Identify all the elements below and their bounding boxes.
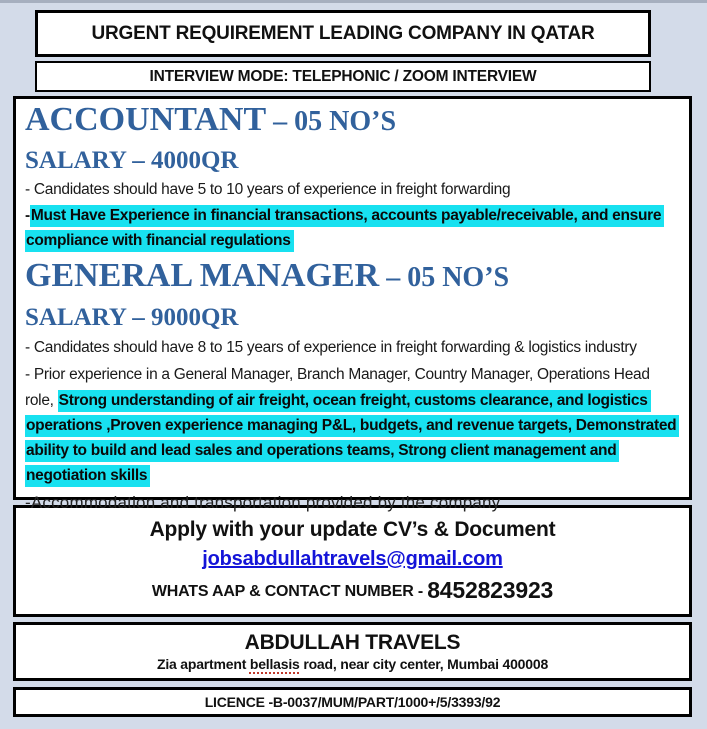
general-manager-requirement-1: - Candidates should have 8 to 15 years of experience in freight forwarding & logistics industry — [25, 339, 637, 356]
highlight-prefix-role: role, — [25, 392, 58, 409]
general-manager-highlight-line-2 — [25, 413, 680, 438]
interview-mode-box — [35, 61, 651, 92]
accountant-highlight-text-2: compliance with financial regulations — [25, 230, 294, 252]
highlight-prefix: - — [25, 207, 30, 224]
address-part-1: Zia apartment — [156, 656, 250, 672]
contact-row — [16, 577, 689, 604]
address-misspelled-word: bellasis — [249, 656, 300, 672]
licence-number: LICENCE -B-0037/MUM/PART/1000+/5/3393/92 — [204, 694, 501, 710]
general-manager-highlight-text-3: ability to build and lead sales and operations teams, Strong client management and — [25, 440, 619, 462]
header-title-box — [35, 10, 651, 57]
general-manager-title-text: GENERAL MANAGER — [25, 257, 380, 294]
general-manager-highlight-text-1: Strong understanding of air freight, ocean freight, customs clearance, and logistics — [58, 390, 651, 412]
accountant-highlight-text-1: Must Have Experience in financial transactions, accounts payable/receivable, and ensure — [30, 205, 664, 227]
company-box — [13, 622, 692, 681]
accountant-title-text: ACCOUNTANT — [25, 101, 267, 138]
accountant-highlight-line-1 — [25, 203, 680, 228]
whatsapp-contact-label: WHATS AAP & CONTACT NUMBER - — [151, 583, 428, 600]
accountant-count-text: – 05 NO’S — [266, 106, 397, 137]
accountant-requirement-1: - Candidates should have 5 to 10 years of experience in freight forwarding — [25, 181, 511, 198]
email-row — [16, 548, 689, 571]
window-top-edge — [0, 0, 707, 3]
interview-mode-text: INTERVIEW MODE: TELEPHONIC / ZOOM INTERVIEW — [149, 67, 537, 85]
general-manager-salary: SALARY – 9000QR — [25, 304, 239, 331]
accountant-job-title — [25, 101, 680, 145]
general-manager-highlight-line-3 — [25, 438, 680, 463]
company-address — [16, 656, 689, 672]
contact-number: 8452823923 — [427, 577, 554, 603]
company-name: ABDULLAH TRAVELS — [244, 631, 461, 654]
general-manager-requirement-2: - Prior experience in a General Manager, Branch Manager, Country Manager, Operations Head — [25, 366, 650, 383]
general-manager-highlight-line-4 — [25, 463, 680, 488]
apply-box — [13, 505, 692, 617]
general-manager-highlight-text-2: operations ,Proven experience managing P&L, budgets, and revenue targets, Demonstrated — [25, 415, 679, 437]
general-manager-job-title — [25, 256, 680, 302]
accountant-salary: SALARY – 4000QR — [25, 147, 239, 174]
email-link[interactable]: jobsabdullahtravels@gmail.com — [202, 548, 503, 570]
address-part-2: road, near city center, Mumbai 400008 — [299, 656, 549, 672]
page-title: URGENT REQUIREMENT LEADING COMPANY IN QATAR — [91, 22, 595, 44]
apply-heading: Apply with your update CV’s & Document — [149, 518, 556, 541]
accountant-highlight-line-2 — [25, 228, 680, 253]
job-details-box — [13, 96, 692, 512]
general-manager-count-text: – 05 NO’S — [379, 262, 510, 293]
accommodation-note: -Accommodation and transportation provided by the company — [25, 493, 501, 512]
general-manager-highlight-text-4: negotiation skills — [25, 465, 150, 487]
licence-box — [13, 687, 692, 717]
general-manager-highlight-line-1 — [25, 388, 680, 413]
